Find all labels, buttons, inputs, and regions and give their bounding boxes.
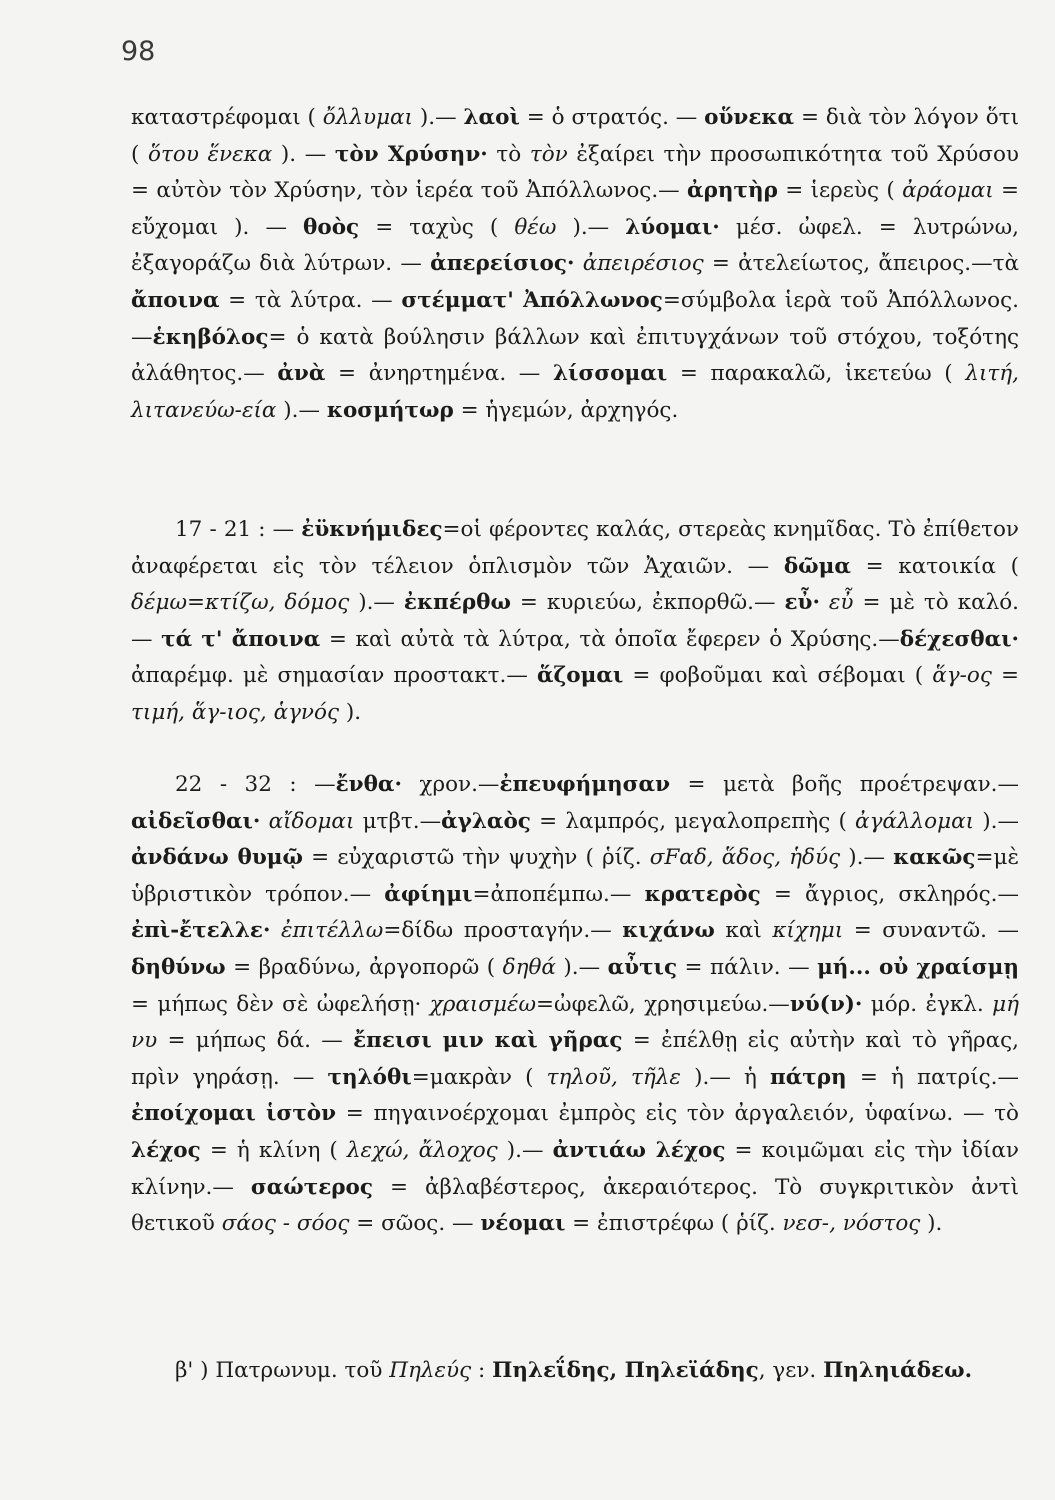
gloss-text: = ἀβλαβέστερος, ἀκεραιότερος. Τὸ συγκριτικὸν ἀντὶ θετικοῦ [131, 1174, 1020, 1237]
lemma-term: ἑκηβόλος [152, 324, 269, 350]
gloss-text: ).— [349, 590, 404, 616]
gloss-text: = συναντῶ. — [843, 918, 1019, 944]
etymology-note: νεσ-, νόστος [782, 1211, 921, 1237]
lemma-term: τηλόθι [327, 1064, 412, 1090]
etymology-note: λιτή, λιτανεύω-εία [131, 361, 1019, 423]
lemma-term: ἀντιάω λέχος [552, 1137, 726, 1163]
gloss-text: =ὠφελῶ, χρησιμεύω.— [536, 991, 790, 1017]
etymology-note: ἅγ-ος = τιμή, ἅγ-ιος, ἁγνός [131, 663, 1019, 725]
gloss-text: = καὶ αὐτὰ τὰ λύτρα, τὰ ὁποῖα ἔφερεν ὁ Χρύσης.— [320, 626, 900, 652]
etymology-note: ὅτου ἕνεκα [148, 141, 273, 167]
gloss-text: = κυριεύω, ἐκπορθῶ.— [510, 590, 785, 616]
lemma-term: λέχος [131, 1137, 201, 1163]
gloss-text: καὶ [714, 918, 773, 944]
gloss-text: ).— [556, 214, 626, 240]
etymology-note: σάος - σόος [221, 1211, 350, 1237]
lemma-term: δέχεσθαι· [899, 626, 1020, 652]
gloss-text: = μήπως δὲν σὲ ὠφελήσῃ· [131, 991, 430, 1017]
gloss-text: τὸ [487, 141, 530, 167]
etymology-note: ἐπιτέλλω [281, 918, 384, 944]
gloss-text: ).— [840, 845, 894, 871]
lemma-term: Πηληιάδεω. [823, 1358, 973, 1383]
gloss-text: β' ) Πατρωνυμ. τοῦ [175, 1358, 390, 1383]
lemma-term: κρατερὸς [644, 881, 761, 907]
gloss-text: 17 - 21 : — [175, 517, 302, 542]
gloss-text: = διὰ τὸν λόγον ὅτι ( [131, 105, 1019, 167]
gloss-text: = κατοικία ( [850, 553, 1019, 579]
gloss-text: =δίδω προσταγήν.— [383, 918, 623, 944]
gloss-text: ).— [497, 1137, 553, 1163]
lemma-term: τὸν Χρύσην· [334, 141, 488, 167]
etymology-note: κίχημι [772, 918, 844, 944]
gloss-text: = ἱερεὺς ( [777, 178, 903, 204]
lemma-term: ἐκπέρθω [403, 590, 511, 616]
gloss-text: = φοβοῦμαι καὶ σέβομαι ( [623, 663, 933, 689]
gloss-text: =μὲ ὑβριστικὸν τρόπον.— [131, 845, 1020, 907]
etymology-note: ἀράομαι [902, 178, 994, 204]
gloss-text: = τὰ λύτρα. — [219, 287, 402, 313]
gloss-text: = ἐπιστρέφω ( ῥίζ. [565, 1211, 783, 1237]
gloss-text: = πάλιν. — [677, 954, 818, 980]
gloss-text: =οἱ φέροντες καλάς, στερεὰς κνημῖδας. Τὸ ἐπίθετον ἀναφέρεται εἰς τὸν τέλειον ὁπλισμὸν τῶν Ἀχαιῶν. — [131, 517, 1019, 579]
lemma-term: δηθύνω [131, 954, 226, 980]
gloss-text: χρον.— [401, 772, 500, 797]
lemma-term: μή... οὐ χραίσμῃ [817, 954, 1019, 980]
lemma-term: κοσμήτωρ [326, 397, 454, 423]
gloss-text: = μὲ τὸ καλό. — [131, 590, 1020, 652]
etymology-note: εὖ [828, 590, 854, 616]
etymology-note: ἀγάλλομαι [855, 808, 975, 834]
gloss-text: = παρακαλῶ, ἱκετεύω ( [667, 361, 966, 387]
gloss-text: = ἀτελείωτος, ἄπειρος.—τὰ [703, 251, 1019, 277]
lemma-term: ἐποίχομαι ἱστὸν [131, 1101, 337, 1127]
gloss-text [820, 590, 829, 615]
lemma-term: ἀνὰ [277, 361, 326, 387]
lemma-term: τά τ' ἄποινα [161, 626, 321, 652]
etymology-note: τηλοῦ, τῆλε [546, 1064, 681, 1090]
gloss-text: 22 - 32 : — [175, 772, 336, 797]
gloss-text: = λαμπρός, μεγαλοπρεπὴς ( [530, 808, 856, 834]
gloss-text: ).— ἡ [680, 1064, 770, 1090]
lemma-term: Πηλεΐδης, Πηλεϊάδης [492, 1358, 759, 1383]
etymology-note: αἴδομαι [268, 808, 355, 834]
gloss-text: ). — [272, 141, 335, 167]
gloss-text: = μήπως δά. — [157, 1028, 354, 1054]
etymology-note: μή νυ [131, 991, 1019, 1054]
etymology-note: δέμω=κτίζω, δόμος [131, 590, 350, 616]
gloss-text: = εὔχομαι ). — [131, 178, 1020, 240]
lemma-term: σαώτερος [250, 1174, 373, 1200]
gloss-text: μόρ. ἐγκλ. [862, 991, 993, 1017]
gloss-text [260, 809, 268, 834]
lemma-term: αὖτις [607, 954, 678, 980]
lemma-term: νέομαι [480, 1211, 566, 1237]
lemma-term: ἐπὶ-ἔτελλε· [131, 918, 271, 944]
lemma-term: κακῶς [893, 845, 976, 871]
lemma-term: ἀπερείσιος· [430, 251, 575, 277]
lemma-term: θοὸς [303, 214, 360, 240]
commentary-paragraph [131, 767, 1019, 1243]
lemma-term: ἄποινα [131, 287, 220, 313]
gloss-text: ἀπαρέμφ. μὲ σημασίαν προστακτ.— [131, 663, 537, 689]
gloss-text: = βραδύνω, ἀργοπορῶ ( [225, 954, 503, 980]
etymology-note: ἀπειρέσιος [582, 251, 704, 277]
etymology-note: σFαδ, ἅδος, ἡδύς [649, 845, 841, 871]
lemma-term: ἅζομαι [536, 663, 624, 689]
gloss-text [574, 251, 582, 276]
lemma-term: ἔνθα· [335, 772, 402, 797]
gloss-text: ). [920, 1211, 943, 1237]
gloss-text: , γεν. [758, 1358, 824, 1383]
etymology-note: ὄλλυμαι [322, 105, 413, 130]
gloss-text: ).— [974, 808, 1019, 834]
lemma-term: ἀνδάνω θυμῷ [131, 845, 304, 871]
gloss-text [270, 918, 281, 943]
gloss-text: = ἡ κλίνη ( [200, 1137, 347, 1163]
lemma-term: ἀφίημι [384, 881, 473, 907]
lemma-term: ἔπεισι μιν καὶ γῆρας [353, 1028, 623, 1054]
gloss-text: μτβτ.— [354, 808, 442, 834]
gloss-text: =ἀποπέμπω.— [472, 881, 645, 907]
lemma-term: λαοὶ [463, 105, 520, 130]
gloss-text: = ἡγεμών, ἀρχηγός. [453, 397, 679, 423]
commentary-paragraph [131, 1353, 1019, 1390]
etymology-note: δηθά [502, 954, 556, 980]
etymology-note: χραισμέω [429, 991, 537, 1017]
gloss-text: = σῶος. — [349, 1211, 481, 1237]
etymology-note: λεχώ, ἄλοχος [346, 1137, 498, 1163]
lemma-term: αἰδεῖσθαι· [131, 808, 261, 834]
gloss-text: μέσ. ὠφελ. = λυτρώνω, ἐξαγοράζω διὰ λύτρων. — [131, 214, 1020, 277]
gloss-text: = κοιμῶμαι εἰς τὴν ἰδίαν κλίνην.— [131, 1137, 1019, 1200]
gloss-text: καταστρέφομαι ( [131, 105, 323, 130]
lemma-term: λύομαι· [625, 214, 720, 240]
lemma-term: στέμματ' Ἀπόλλωνος [401, 287, 663, 313]
gloss-text: = πηγαινοέρχομαι ἐμπρὸς εἰς τὸν ἀργαλειόν, ὑφαίνω. — τὸ [336, 1101, 1019, 1127]
gloss-text: = ὁ στρατός. — [519, 105, 705, 130]
gloss-text: = μετὰ βοῆς προέτρεψαν.— [670, 772, 1020, 797]
lemma-term: ἐπευφήμησαν [499, 772, 670, 797]
lemma-term: λίσσομαι [552, 361, 668, 387]
etymology-note: τὸν [529, 141, 568, 167]
gloss-text: = ταχὺς ( [359, 214, 515, 240]
lemma-term: οὕνεκα [704, 105, 795, 130]
gloss-text: =σύμβολα ἱερὰ τοῦ Ἀπόλλωνος.— [131, 287, 1019, 350]
gloss-text: = ὁ κατὰ βούλησιν βάλλων καὶ ἐπιτυγχάνων τοῦ στόχου, τοξότης ἀλάθητος.— [131, 324, 1019, 387]
gloss-text: ἐξαίρει τὴν προσωπικότητα τοῦ Χρύσου = αὐτὸν τὸν Χρύσην, τὸν ἱερέα τοῦ Ἀπόλλωνος.— [131, 141, 1019, 204]
page-number: 98 [121, 36, 156, 67]
gloss-text: ). [339, 699, 362, 725]
gloss-text: = ἀνηρτημένα. — [325, 361, 553, 387]
lemma-term: νύ(ν)· [789, 991, 863, 1017]
lemma-term: ἐϋκνήμιδες [301, 517, 443, 542]
etymology-note: θέω [514, 214, 557, 240]
lemma-term: δῶμα [783, 553, 851, 579]
gloss-text: : [471, 1358, 493, 1383]
commentary-paragraph [131, 100, 1019, 429]
gloss-text: = ἡ πατρίς.— [846, 1064, 1020, 1090]
lemma-term: κιχάνω [622, 918, 715, 944]
gloss-text: = εὐχαριστῶ τὴν ψυχὴν ( ῥίζ. [303, 845, 650, 871]
etymology-note: Πηλεύς [389, 1358, 472, 1383]
gloss-text: ).— [555, 954, 608, 980]
lemma-term: ἀρητὴρ [687, 178, 778, 204]
gloss-text: = ἄγριος, σκληρός.— [760, 881, 1019, 907]
gloss-text: ).— [413, 105, 464, 130]
gloss-text: = ἐπέλθῃ εἰς αὐτὴν καὶ τὸ γῆρας, πρὶν γηράσῃ. — [131, 1028, 1019, 1090]
lemma-term: ἀγλαὸς [441, 808, 531, 834]
lemma-term: εὖ· [784, 590, 820, 616]
commentary-paragraph [131, 512, 1019, 732]
gloss-text: =μακρὰν ( [411, 1064, 547, 1090]
gloss-text: ).— [276, 397, 327, 423]
lemma-term: πάτρη [770, 1064, 847, 1090]
